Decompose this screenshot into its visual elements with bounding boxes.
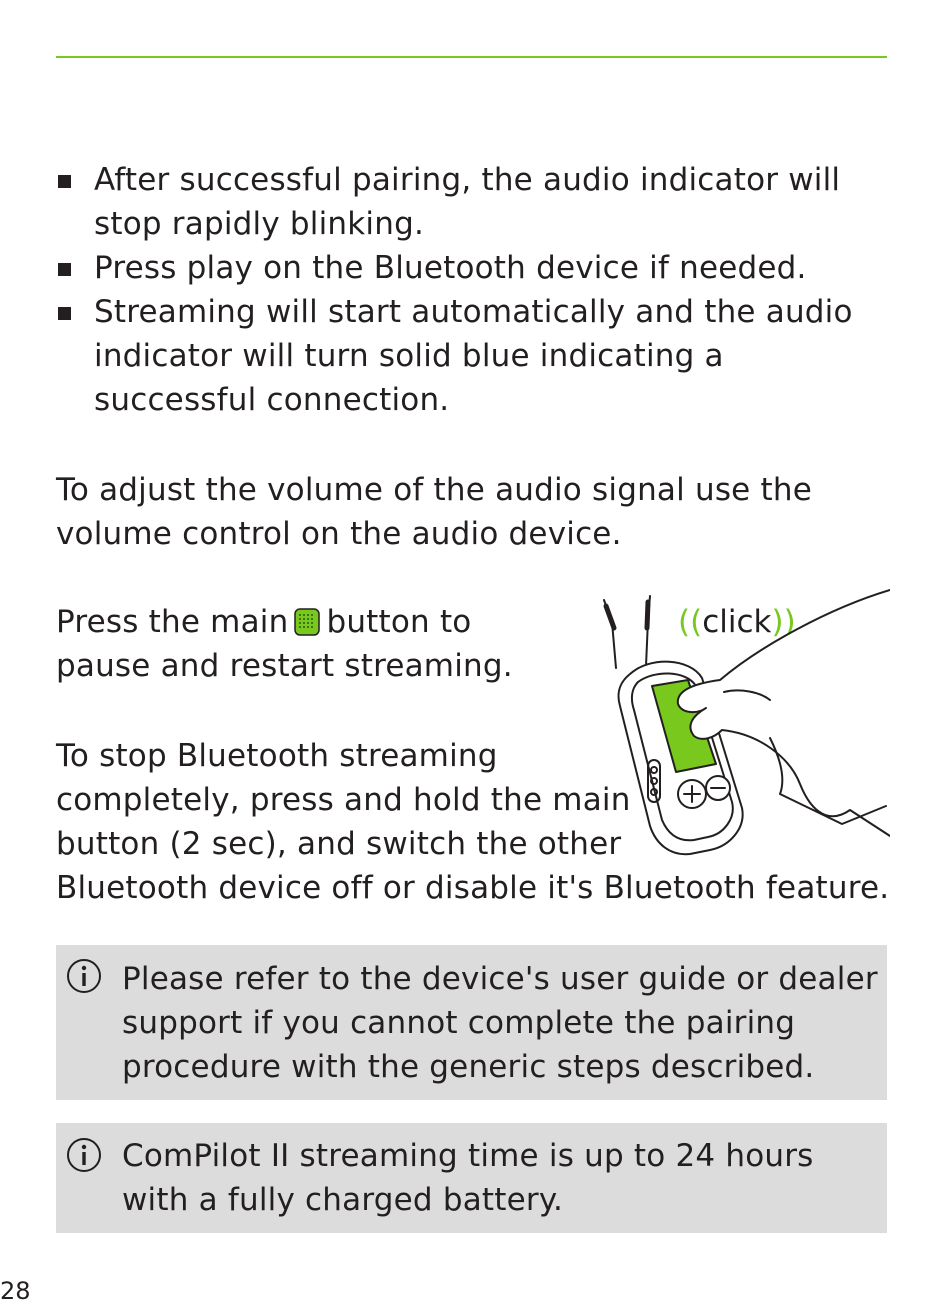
page-number: 28	[0, 1277, 31, 1305]
note-text: ComPilot II streaming time is up to 24 hours with a fully charged battery.	[122, 1138, 814, 1218]
stop-text-1: To stop Bluetooth streaming	[56, 738, 498, 774]
bullet-item	[56, 290, 896, 422]
bullet-text: After successful pairing, the audio indicator will stop rapidly blinking.	[94, 162, 841, 242]
info-icon	[66, 958, 102, 994]
main-button-icon	[294, 608, 320, 636]
bullet-item	[56, 158, 896, 246]
click-label: ((click))	[678, 604, 796, 640]
bullet-square-icon	[58, 263, 71, 276]
bullet-square-icon	[58, 175, 71, 188]
bullet-text: Press play on the Bluetooth device if needed.	[94, 250, 807, 286]
pause-paragraph	[56, 600, 596, 688]
stop-text-2: completely, press and hold the main	[56, 782, 631, 818]
stop-text-3: button (2 sec), and switch the other	[56, 826, 622, 862]
bullet-text: Streaming will start automatically and the audio indicator will turn solid blue indicating a successful connection.	[94, 294, 853, 418]
bullet-list	[56, 158, 896, 422]
pause-text-1: Press the main	[56, 604, 289, 640]
info-icon	[66, 1137, 102, 1173]
click-word: click	[702, 604, 772, 640]
info-note	[56, 945, 887, 1100]
volume-paragraph: To adjust the volume of the audio signal use the volume control on the audio device.	[56, 472, 812, 552]
pause-text-3: pause and restart streaming.	[56, 648, 513, 684]
stop-text-4: Bluetooth device off or disable it's Bluetooth feature.	[56, 870, 890, 906]
info-note	[56, 1123, 887, 1233]
bullet-square-icon	[58, 307, 71, 320]
pause-text-2: button to	[326, 604, 472, 640]
bullet-item	[56, 246, 896, 290]
note-text: Please refer to the device's user guide or dealer support if you cannot complete the pairing procedure with the generic steps described.	[122, 961, 878, 1085]
header-rule	[56, 56, 887, 58]
device-illustration	[590, 588, 890, 863]
